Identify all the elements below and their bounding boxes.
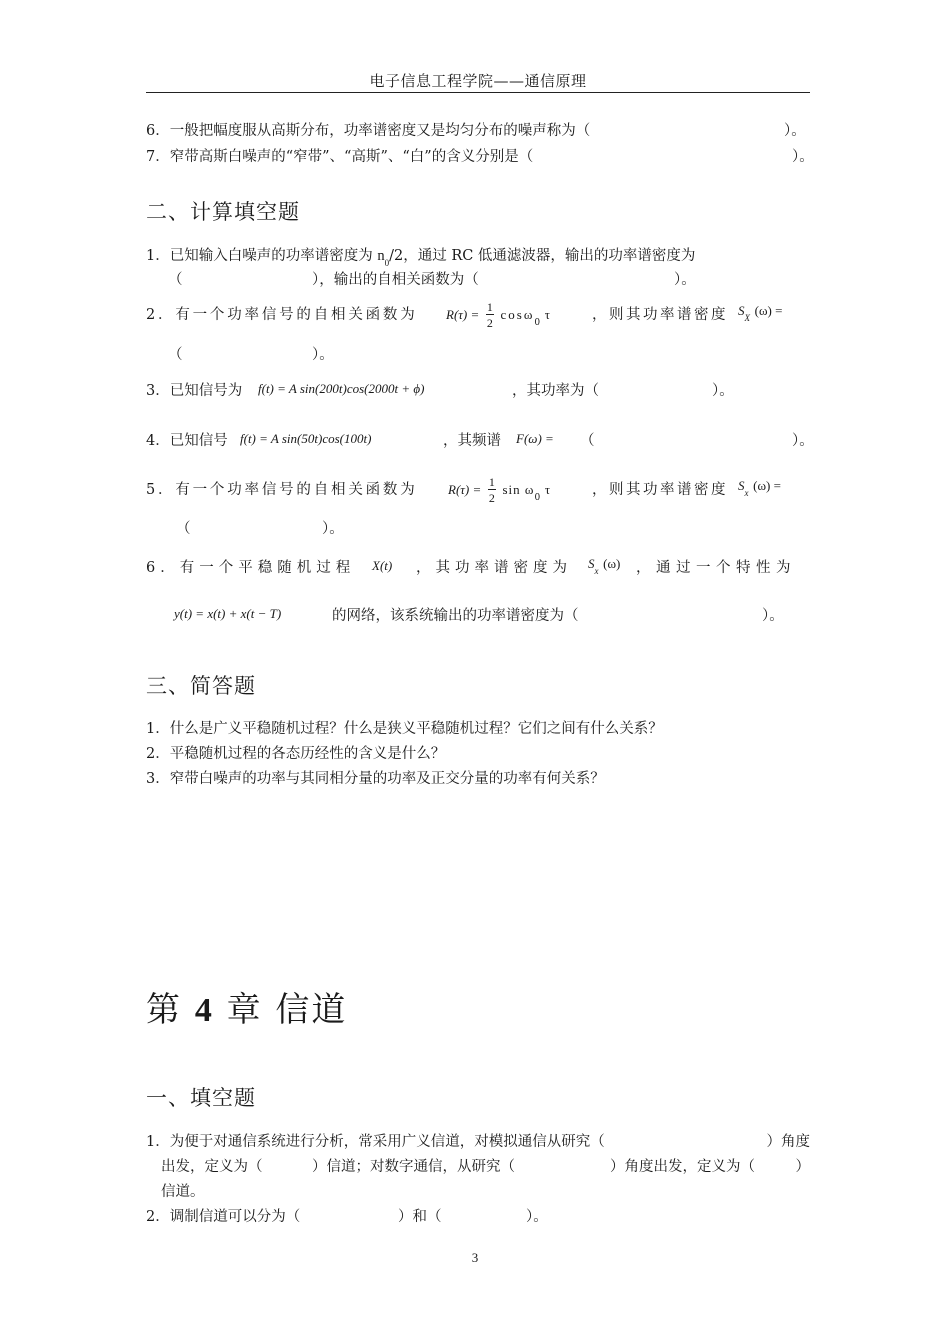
question-text: 2．有一个功率信号的自相关函数为 (146, 307, 418, 323)
question-text: 6．有一个平稳随机过程 (146, 560, 356, 576)
page-number: 3 (471, 1250, 479, 1265)
section-title: 二、计算填空题 (146, 200, 300, 224)
question-text: 6．一般把幅度服从高斯分布，功率谱密度又是均匀分布的噪声称为（ (146, 123, 591, 139)
section-title: 一、填空题 (146, 1086, 256, 1110)
question-text: /2，通过 RC 低通滤波器，输出的功率谱密度为 (389, 248, 696, 264)
question-text: 5．有一个功率信号的自相关函数为 (146, 482, 418, 498)
math-n0: $n_0$ (377, 248, 390, 268)
math-system: y(t) = x(t) + x(t − T) (174, 606, 282, 621)
chapter-title: 第 4 章 信道 (146, 990, 348, 1030)
document-page: 电子信息工程学院——通信原理 6．一般把幅度服从高斯分布，功率谱密度又是均匀分布的噪声称为（ ）。 7．窄带高斯白噪声的“窄带”、“高斯”、“白”的含义分别是（ ）。 二、计算填空题 1．已知输入白噪声的功率谱密度为 $n_0/2$，通过 RC 低通滤波器，输出的功率谱密度为 （ ），输出的自相关函数为（ ）。 2．有一个功率信号的自相关函数为 R(τ) = $\frac{1}{2}$ cosω$_0$ τ ，则其功率谱密度 $S_X$ (ω) = （ ）。 3．已知信号为 f(t) = A sin(200t)cos(2000t + ϕ) ，其功率为（ ）。 4．已知信号 f(t) = A sin(50t)cos(100t) ，其频谱 F(ω) = （ ）。 5．有一个功率信号的自相关函数为 R(τ) = $\frac{1}{2}$ $\sin \omega_0$ τ ，则其功率谱密度 $S_x$ (ω) = （ ）。 6．有一个平稳随机过程 X(t) ，其功率谱密度为 $S_x$ (ω) ，通过一个特性为 y(t) = x(t) + x(t − T) 的网络，该系统输出的功率谱密度为（ ）。 三、简答题 1．什么是广义平稳随机过程？什么是狭义平稳随机过程？它们之间有什么关系？ 2．平稳随机过程的各态历经性的含义是什么？ 3．窄带白噪声的功率与其同相分量的功率及正交分量的功率有何关系？ 第 4 章 信道 一、填空题 1．为便于对通信系统进行分析，常采用广义信道，对模拟通信从研究（ ）角度 出发，定义为（ ）信道；对数字通信，从研究（ ）角度出发，定义为（ ） 信道。 2．调制信道可以分为（ ）和（ ）。 3 (0, 0, 950, 1344)
math-process: X(t) (372, 558, 393, 573)
question-text: ，其频谱 (443, 433, 501, 449)
math-autocorrelation: R(τ) = $\frac{1}{2}$ $\sin \omega_0$ τ (448, 475, 551, 505)
math-psd: $S_x$ (ω) = (738, 478, 781, 498)
question-text: 7．窄带高斯白噪声的“窄带”、“高斯”、“白”的含义分别是（ (146, 149, 534, 165)
math-signal: f(t) = A sin(50t)cos(100t) (240, 431, 372, 446)
question-blank-end: ）。 (792, 149, 814, 165)
math-psd: $S_X$ (ω) = (738, 303, 783, 323)
math-spectrum: F(ω) = (516, 431, 554, 446)
question-text: 1．已知输入白噪声的功率谱密度为 (146, 248, 373, 264)
header-rule (146, 92, 810, 93)
question-text: ，则其功率谱密度 (592, 482, 728, 498)
question-text: ，其功率谱密度为 (416, 560, 572, 576)
question-text: ，其功率为（ (512, 383, 599, 399)
page-header: 电子信息工程学院——通信原理 (369, 72, 587, 90)
question-text: 4．已知信号 (146, 433, 228, 449)
question-text: 的网络，该系统输出的功率谱密度为（ (332, 608, 579, 624)
math-autocorrelation: R(τ) = $\frac{1}{2}$ cosω$_0$ τ (446, 300, 550, 330)
math-psd: $S_x$ (ω) (588, 556, 621, 576)
question-blank-end: ）。 (784, 123, 806, 139)
section-title: 三、简答题 (146, 674, 256, 698)
question-text: ，则其功率谱密度 (592, 307, 728, 323)
question-text: 3．已知信号为 (146, 383, 243, 399)
question-text: ，通过一个特性为 (636, 560, 796, 576)
math-signal: f(t) = A sin(200t)cos(2000t + ϕ) (258, 381, 425, 396)
